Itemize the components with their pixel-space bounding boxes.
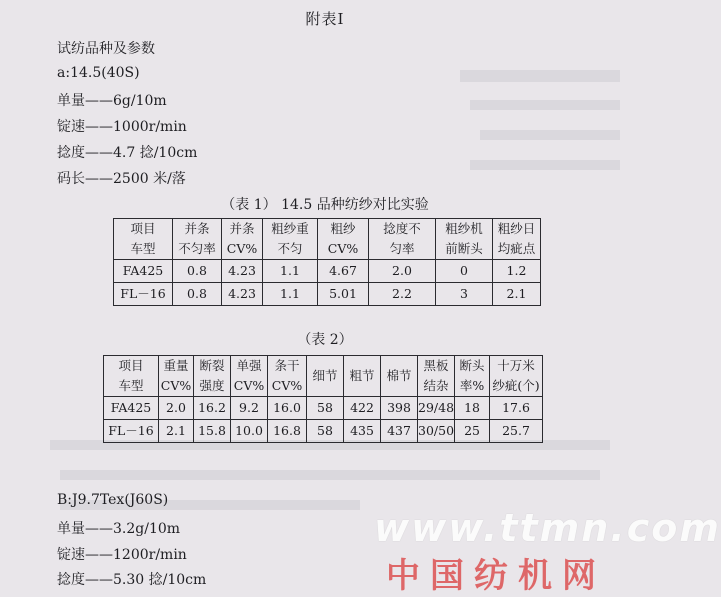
table-header-cell: 粗节 [344,356,381,397]
table-header-cell: 强度 [194,376,231,397]
table-cell: 2.2 [369,283,436,306]
table-header-cell: 项目 [114,219,173,240]
table-cell: 16.2 [194,397,231,420]
table-cell: 0 [436,260,493,283]
table-cell: 58 [307,420,344,443]
table-cell: 2.1 [493,283,541,306]
table-header-cell: 捻度不 [369,219,436,240]
table-header-cell: 结杂 [418,376,455,397]
table-row [114,260,541,283]
table-cell: 1.1 [263,260,318,283]
table-cell: 58 [307,397,344,420]
table-cell: 4.23 [222,260,263,283]
table-cell: 10.0 [231,420,268,443]
table-header-cell: 纱疵(个) [490,376,543,397]
table-cell: 30/50 [418,420,455,443]
table-header-cell: CV% [318,239,369,260]
table-cell: 5.01 [318,283,369,306]
table1-header-row [114,239,541,260]
table1-caption: （表 1） 14.5 品种纺纱对比实验 [221,197,429,213]
table-header-cell: CV% [231,376,268,397]
table-cell: 15.8 [194,420,231,443]
table-header-cell: 不匀 [263,239,318,260]
table-cell: FA425 [104,397,159,420]
section-b-param: 锭速——1200r/min [57,547,187,563]
table-header-cell: 细节 [307,356,344,397]
table-cell: 16.8 [268,420,307,443]
table-cell: 4.23 [222,283,263,306]
section-a-spec: a:14.5(40S) [57,65,140,81]
table-cell: 16.0 [268,397,307,420]
appendix-title: 附表Ⅰ [305,10,345,28]
table-header-cell: CV% [268,376,307,397]
section-a-param: 单量——6g/10m [57,93,167,109]
table-cell: 0.8 [173,283,222,306]
table-cell: 25.7 [490,420,543,443]
table-header-cell: 断头 [455,356,490,377]
table-header-cell: 棉节 [381,356,418,397]
table-cell: 398 [381,397,418,420]
table2-caption: （表 2） [297,332,353,348]
table-cell: FL－16 [114,283,173,306]
table-cell: 1.2 [493,260,541,283]
section-a-param: 码长——2500 米/落 [57,171,186,187]
section-b-param: 单量——3.2g/10m [57,521,181,537]
table-cell: 18 [455,397,490,420]
table-header-cell: 车型 [114,239,173,260]
table-cell: 2.0 [369,260,436,283]
section-a-param: 捻度——4.7 捻/10cm [57,145,198,161]
table-header-cell: CV% [222,239,263,260]
section-a-param: 锭速——1000r/min [57,119,187,135]
table2 [103,355,543,443]
table-row [104,397,543,420]
table-cell: 4.67 [318,260,369,283]
table-row [104,420,543,443]
table-cell: 422 [344,397,381,420]
table-header-cell: 十万米 [490,356,543,377]
table-header-cell: 车型 [104,376,159,397]
table-cell: 437 [381,420,418,443]
watermark-url: www.ttmn.com [374,506,721,550]
table1-header-row [114,219,541,240]
table-cell: FA425 [114,260,173,283]
table-cell: 435 [344,420,381,443]
table-cell: 25 [455,420,490,443]
table-cell: FL－16 [104,420,159,443]
table-header-cell: 粗纱重 [263,219,318,240]
table-cell: 3 [436,283,493,306]
table-header-cell: 不匀率 [173,239,222,260]
table-cell: 1.1 [263,283,318,306]
table-header-cell: 粗纱 [318,219,369,240]
table-header-cell: 单强 [231,356,268,377]
table2-header-row [104,356,543,377]
table-header-cell: 匀率 [369,239,436,260]
table1 [113,218,541,306]
table-cell: 2.1 [159,420,194,443]
table-header-cell: 前断头 [436,239,493,260]
table-cell: 0.8 [173,260,222,283]
table-header-cell: 条干 [268,356,307,377]
table-header-cell: 断裂 [194,356,231,377]
table-header-cell: 项目 [104,356,159,377]
section-b-spec: B:J9.7Tex(J60S) [57,492,169,508]
watermark-site-name: 中国纺机网 [386,556,606,596]
table-header-cell: CV% [159,376,194,397]
section-b-param: 捻度——5.30 捻/10cm [57,572,207,588]
table-cell: 2.0 [159,397,194,420]
section-a-heading: 试纺品种及参数 [57,41,155,57]
table-header-cell: 粗纱日 [493,219,541,240]
table-cell: 29/48 [418,397,455,420]
table-header-cell: 并条 [222,219,263,240]
table-header-cell: 重量 [159,356,194,377]
table-header-cell: 率% [455,376,490,397]
table-cell: 17.6 [490,397,543,420]
table-row [114,283,541,306]
table-header-cell: 粗纱机 [436,219,493,240]
table-header-cell: 并条 [173,219,222,240]
table-cell: 9.2 [231,397,268,420]
table-header-cell: 黑板 [418,356,455,377]
table-header-cell: 均疵点 [493,239,541,260]
